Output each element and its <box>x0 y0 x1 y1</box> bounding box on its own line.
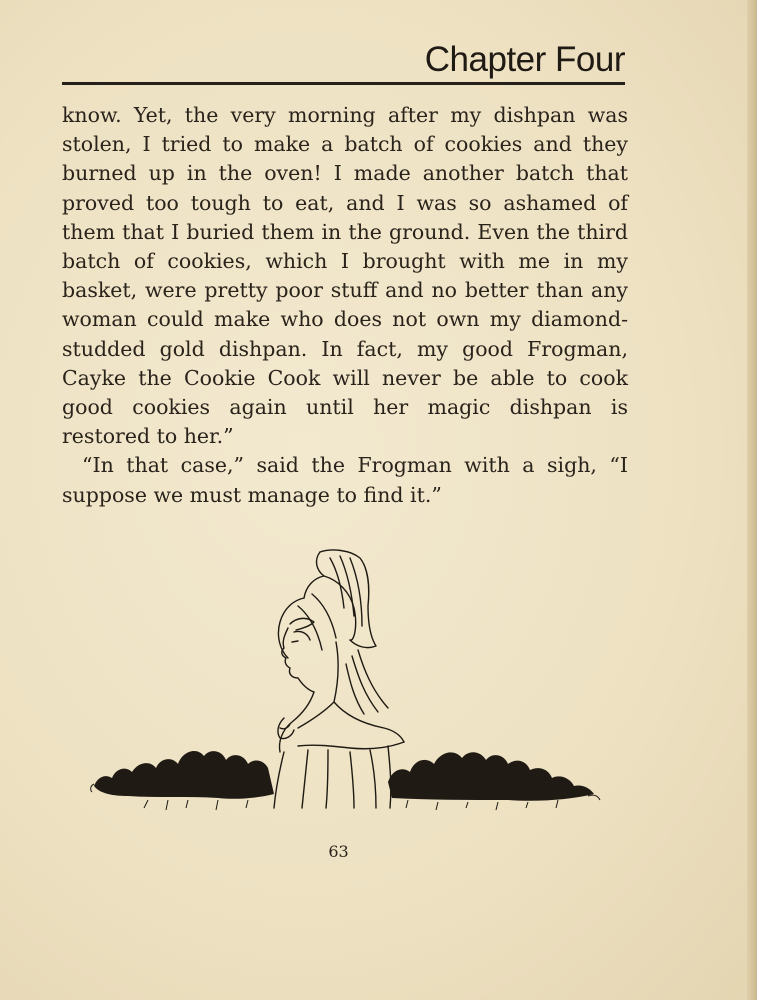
paragraph: know. Yet, the very morning after my dishpan was stolen, I tried to make a batch of cookies and they burned up in the oven! I made another batch that proved too tough to eat, and I was so ashamed of them that I buried them in the ground. Even the third batch of cookies, which I brought with me in my basket, were pretty poor stuff and no better than any woman could make who does not own my diamond-studded gold dishpan. In fact, my good Frogman, Cayke the Cookie Cook will never be able to cook good cookies again until her magic dishpan is restored to her.” <box>62 103 628 449</box>
illustration-woman-in-bonnet <box>88 546 608 816</box>
body-text <box>62 101 628 510</box>
page-number: 63 <box>328 842 349 861</box>
header-rule <box>62 82 625 85</box>
paragraph: “In that case,” said the Frogman with a sigh, “I suppose we must manage to find it.” <box>62 453 628 507</box>
chapter-title: Chapter Four <box>424 40 625 79</box>
page-edge <box>747 0 757 1000</box>
